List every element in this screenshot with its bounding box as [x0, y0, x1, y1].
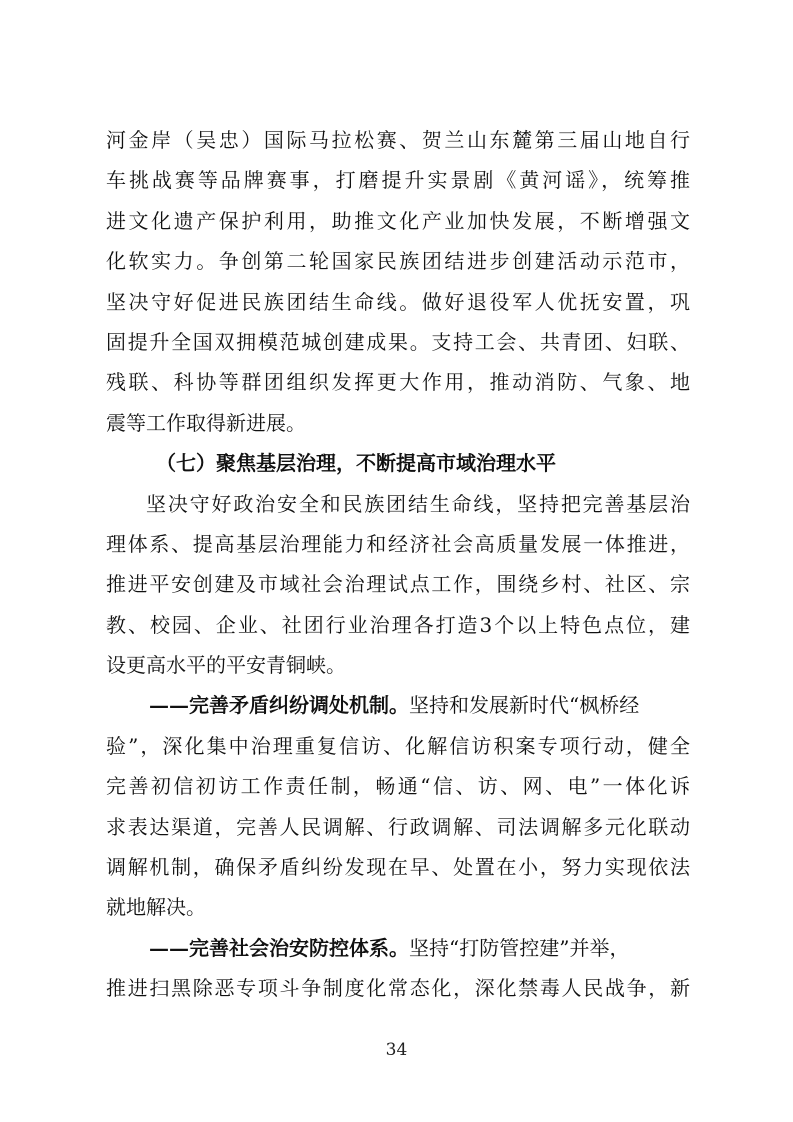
text-line: 调解机制，确保矛盾纠纷发现在早、处置在小，努力实现依法	[106, 855, 690, 880]
text-line: 验”，深化集中治理重复信访、化解信访积案专项行动，健全	[106, 733, 690, 758]
page-number: 34	[385, 1040, 408, 1060]
text-line: 推进平安创建及市域社会治理试点工作，围绕乡村、社区、宗	[106, 572, 690, 597]
text-line: 坚决守好政治安全和民族团结生命线，坚持把完善基层治	[146, 491, 690, 516]
section-heading: （七）聚焦基层治理，不断提高市域治理水平	[156, 451, 556, 476]
text-line: 坚决守好促进民族团结生命线。做好退役军人优抚安置，巩	[106, 289, 690, 314]
subsection-text: 坚持和发展新时代“枫桥经	[409, 693, 640, 718]
subsection-line	[106, 928, 690, 968]
text-line: 求表达渠道，完善人民调解、行政调解、司法调解多元化联动	[106, 814, 690, 839]
subsection-text: 坚持“打防管控建”并举，	[409, 935, 630, 960]
text-line: 完善初信初访工作责任制，畅通“信、访、网、电”一体化诉	[106, 774, 690, 799]
text-line: 推进扫黑除恶专项斗争制度化常态化，深化禁毒人民战争，新	[106, 976, 690, 1001]
body-text	[106, 120, 690, 1009]
text-line: 理体系、提高基层治理能力和经济社会高质量发展一体推进，	[106, 531, 690, 556]
text-line: 设更高水平的平安青铜峡。	[106, 653, 346, 678]
text-line: 固提升全国双拥模范城创建成果。支持工会、共青团、妇联、	[106, 329, 690, 354]
text-line: 震等工作取得新进展。	[106, 410, 306, 435]
text-line: 残联、科协等群团组织发挥更大作用，推动消防、气象、地	[106, 370, 690, 395]
text-line: 河金岸（吴忠）国际马拉松赛、贺兰山东麓第三届山地自行	[106, 128, 690, 152]
subsection-title: ——完善社会治安防控体系。	[149, 935, 409, 960]
text-line: 车挑战赛等品牌赛事，打磨提升实景剧《黄河谣》，统筹推	[106, 168, 690, 193]
text-line: 化软实力。争创第二轮国家民族团结进步创建活动示范市，	[106, 249, 690, 274]
text-line: 就地解决。	[106, 895, 206, 920]
subsection-line	[106, 685, 690, 725]
text-line: 教、校园、企业、社团行业治理各打造3个以上特色点位，建	[106, 612, 690, 637]
text-line: 进文化遗产保护利用，助推文化产业加快发展，不断增强文	[106, 208, 690, 233]
subsection-title: ——完善矛盾纠纷调处机制。	[149, 693, 409, 718]
